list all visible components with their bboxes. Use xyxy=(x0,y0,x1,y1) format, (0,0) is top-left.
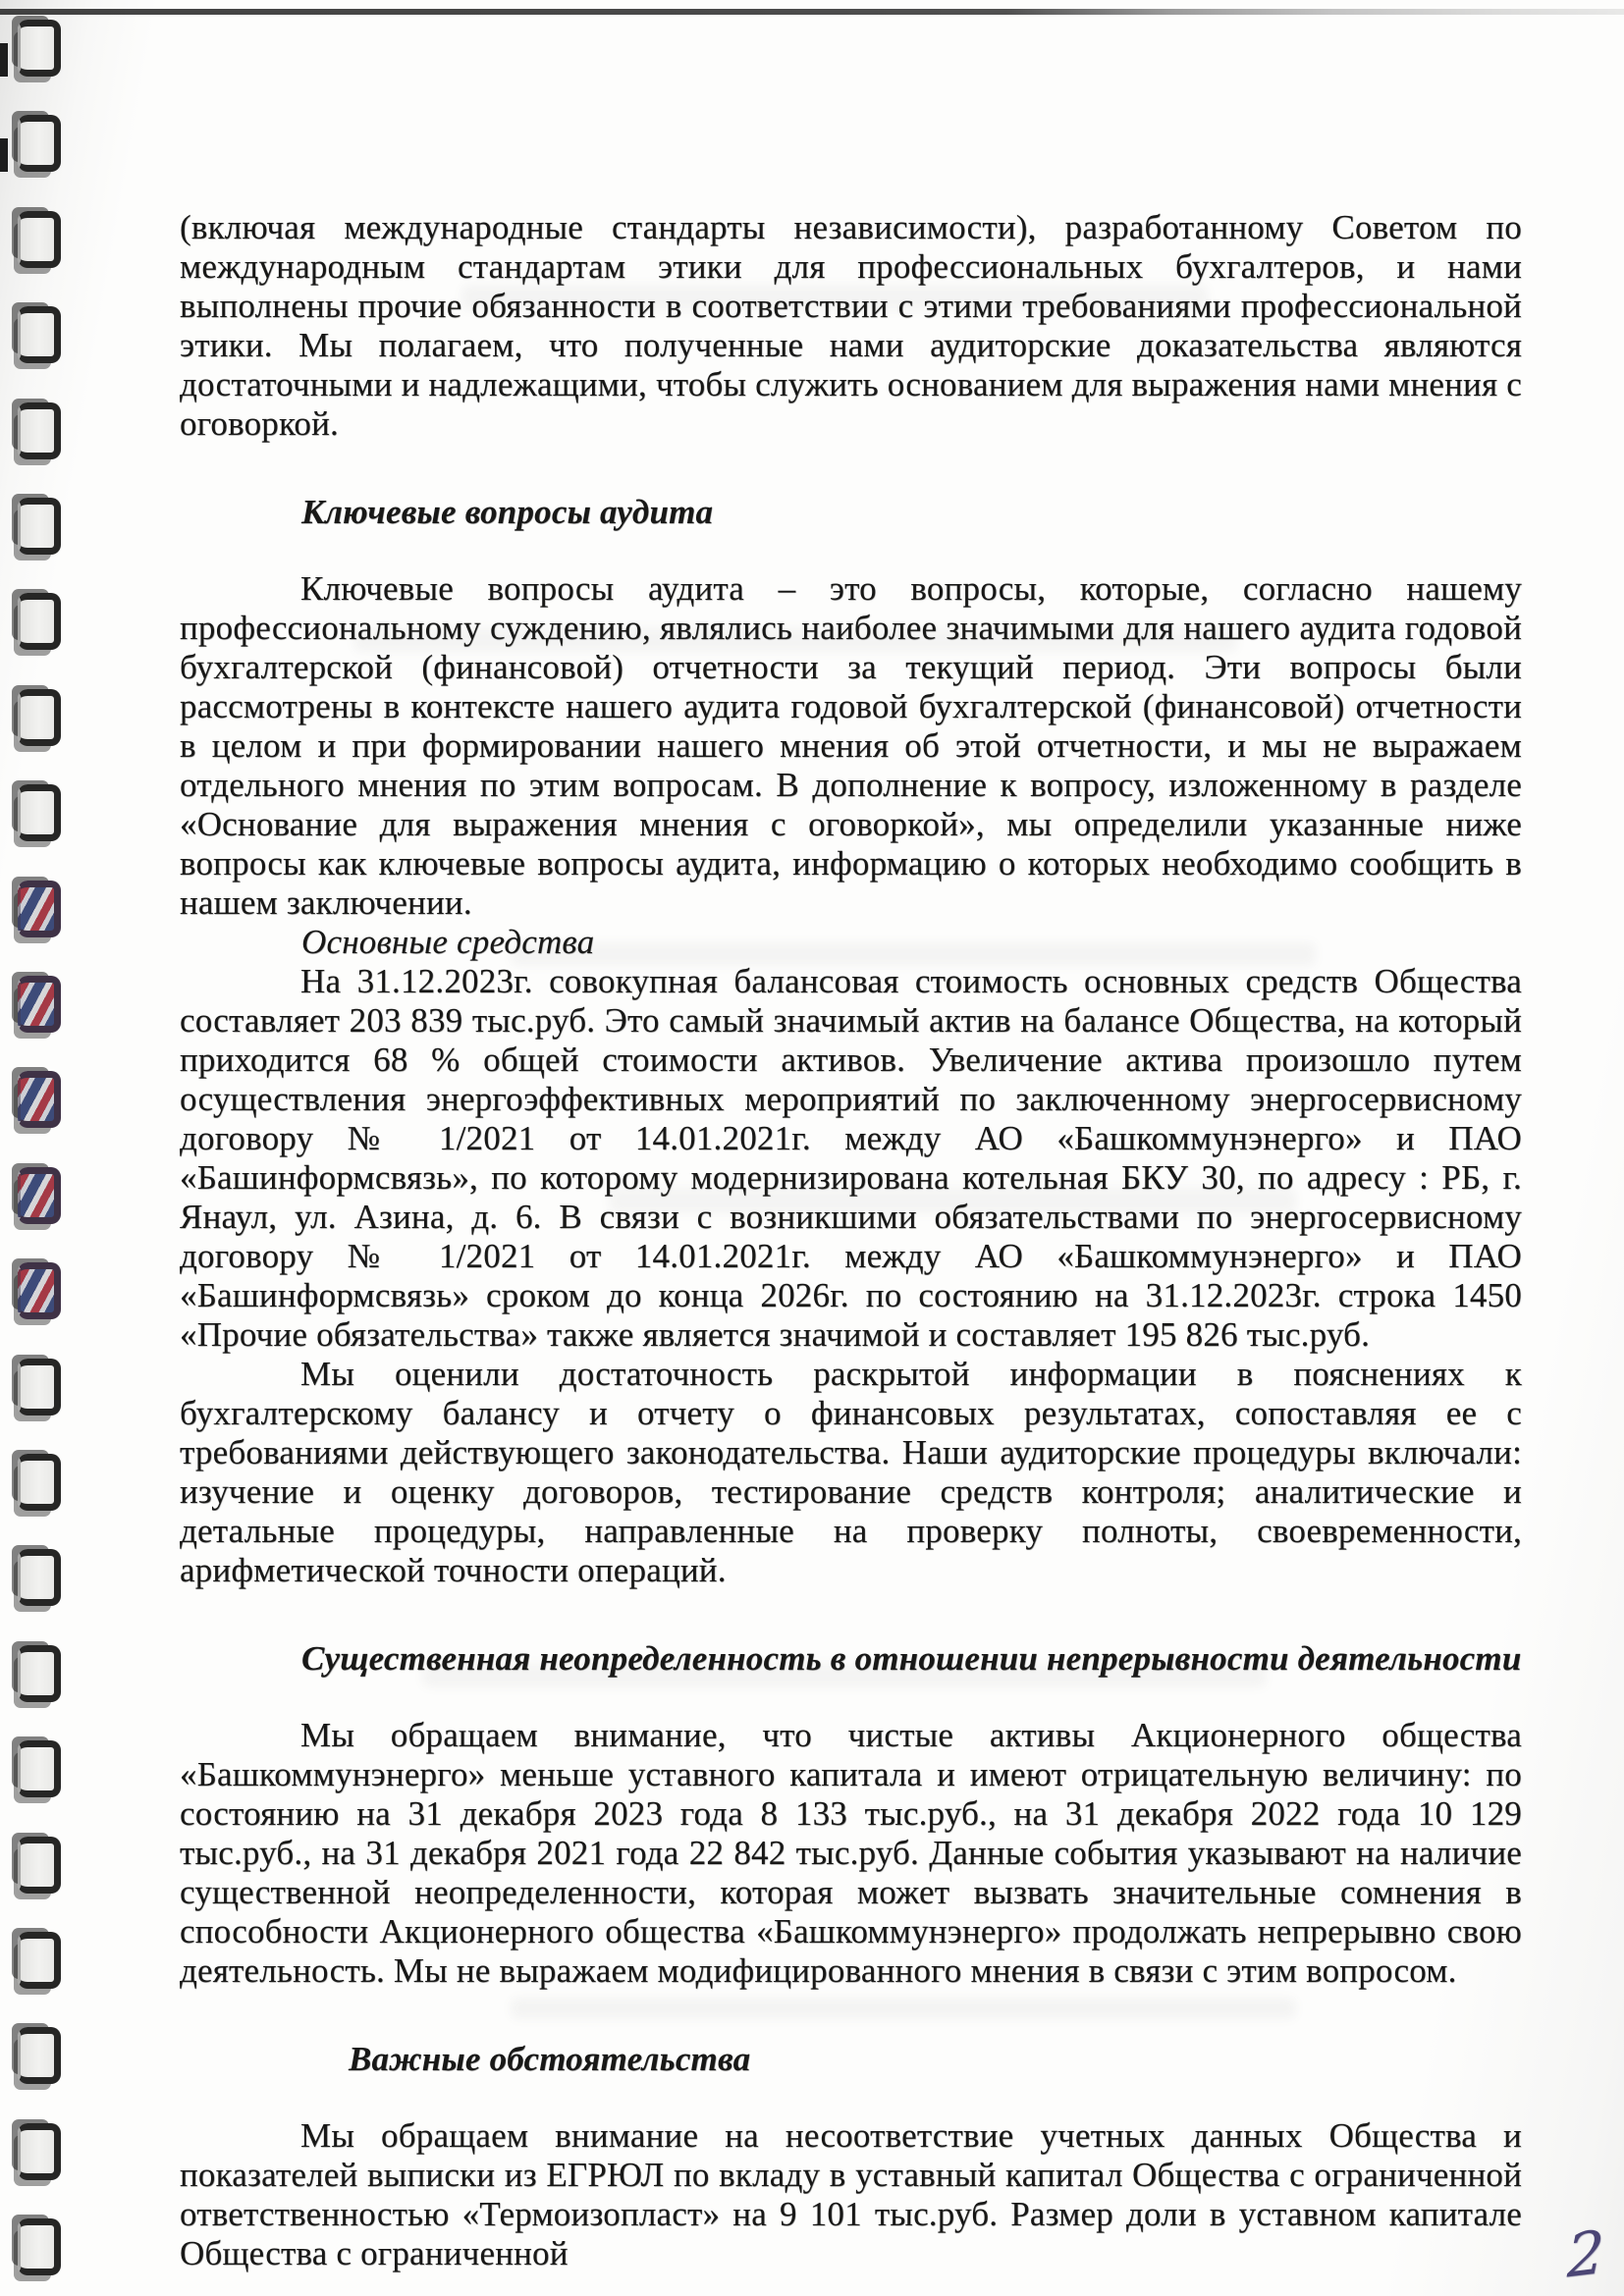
binding-ring xyxy=(18,881,61,937)
binding-ring xyxy=(18,689,61,746)
binding-ring xyxy=(18,1262,61,1319)
binding-ring xyxy=(18,976,61,1033)
binding-ring xyxy=(18,1837,61,1894)
document-body xyxy=(180,208,1522,2273)
paragraph-key-audit-matters: Ключевые вопросы аудита – это вопросы, которые, согласно нашему профессиональному суждению, являлись наиболее значимыми для нашего аудита годовой бухгалтерской (финансовой) отчетности за текущий период. Эти вопросы были рассмотрены в контексте нашего аудита годовой бухгалтерской (финансовой) отчетности в целом и при формировании нашего мнения об этой отчетности, и мы не выражаем отдельного мнения по этим вопросам. В дополнение к вопросу, изложенному в разделе «Основание для выражения мнения с оговоркой», мы определили указанные ниже вопросы как ключевые вопросы аудита, информацию о которых необходимо сообщить в нашем заключении. xyxy=(180,569,1522,922)
paragraph-audit-procedures: Мы оценили достаточность раскрытой информации в пояснениях к бухгалтерскому балансу и отчету о финансовых результатах, сопоставляя ее с требованиями действующего законодательства. Наши аудиторские процедуры включали: изучение и оценку договоров, тестирование средств контроля; аналитические и детальные процедуры, направленные на проверку полноты, своевременности, арифметической точности операций. xyxy=(180,1355,1522,1589)
heading-important-circumstances: Важные обстоятельства xyxy=(349,2040,751,2078)
binding-ring xyxy=(18,20,61,77)
binding-ring xyxy=(18,1071,61,1128)
binding-ring xyxy=(18,1740,61,1797)
binding-ring xyxy=(18,1932,61,1989)
binding-ring xyxy=(18,2218,61,2275)
paragraph-fixed-assets: На 31.12.2023г. совокупная балансовая стоимость основных средств Общества составляет 203 839 тыс.руб. Это самый значимый актив на балансе Общества, на который приходится 68 % общей стоимости активов. Увеличение актива произошло путем осуществления энергоэффективных мероприятий по заключенному энергосервисному договору № 1/2021 от 14.01.2021г. между АО «Башкоммунэнерго» и ПАО «Башинформсвязь», по которому модернизирована котельная БКУ 30, по адресу : РБ, г. Янаул, ул. Азина, д. 6. В связи с возникшими обязательствами по энергосервисному договору № 1/2021 от 14.01.2021г. между АО «Башкоммунэнерго» и ПАО «Башинформсвязь» сроком до конца 2026г. по состоянию на 31.12.2023г. строка 1450 «Прочие обязательства» также является значимой и составляет 195 826 тыс.руб. xyxy=(180,962,1522,1354)
binding-ring xyxy=(18,1359,61,1415)
binding-ring xyxy=(18,784,61,841)
comb-binding xyxy=(0,0,108,2296)
paragraph-going-concern: Мы обращаем внимание, что чистые активы Акционерного общества «Башкоммунэнерго» меньше уставного капитала и имеют отрицательную величину: по состоянию на 31 декабря 2023 года 8 133 тыс.руб., на 31 декабря 2022 года 10 129 тыс.руб., на 31 декабря 2021 года 22 842 тыс.руб. Данные события указывают на наличие существенной неопределенности, которая может вызвать значительные сомнения в способности Акционерного общества «Башкоммунэнерго» продолжать непрерывно свою деятельность. Мы не выражаем модифицированного мнения в связи с этим вопросом. xyxy=(180,1716,1522,1990)
binding-ring xyxy=(18,1454,61,1511)
binding-ring xyxy=(18,2027,61,2084)
paragraph-ethics-continuation: (включая международные стандарты независимости), разработанному Советом по международным стандартам этики для профессиональных бухгалтеров, и нами выполнены прочие обязанности в соответствии с этими требованиями профессиональной этики. Мы полагаем, что полученные нами аудиторские доказательства являются достаточными и надлежащими, чтобы служить основанием для выражения нами мнения с оговоркой. xyxy=(180,208,1522,443)
heading-key-audit-matters: Ключевые вопросы аудита xyxy=(301,493,714,531)
heading-going-concern: Существенная неопределенность в отношении непрерывности деятельности xyxy=(301,1639,1522,1678)
binding-ring xyxy=(18,1167,61,1224)
binding-ring xyxy=(18,211,61,268)
binding-ring xyxy=(18,1549,61,1606)
scan-edge-artifact xyxy=(0,9,1624,15)
paragraph-important-circumstances: Мы обращаем внимание на несоответствие учетных данных Общества и показателей выписки из ЕГРЮЛ по вкладу в уставный капитал Общества с ограниченной ответственностью «Термоизопласт» на 9 101 тыс.руб. Размер доли в уставном капитале Общества с ограниченной xyxy=(180,2116,1522,2272)
handwritten-page-number: 2 xyxy=(1566,2217,1605,2292)
binding-ring xyxy=(18,498,61,555)
binding-ring xyxy=(18,2123,61,2180)
binding-ring xyxy=(18,402,61,459)
binding-ring xyxy=(18,115,61,172)
subheading-fixed-assets: Основные средства xyxy=(301,923,595,961)
binding-ring xyxy=(18,1645,61,1702)
binding-ring xyxy=(18,306,61,363)
binding-ring xyxy=(18,593,61,650)
